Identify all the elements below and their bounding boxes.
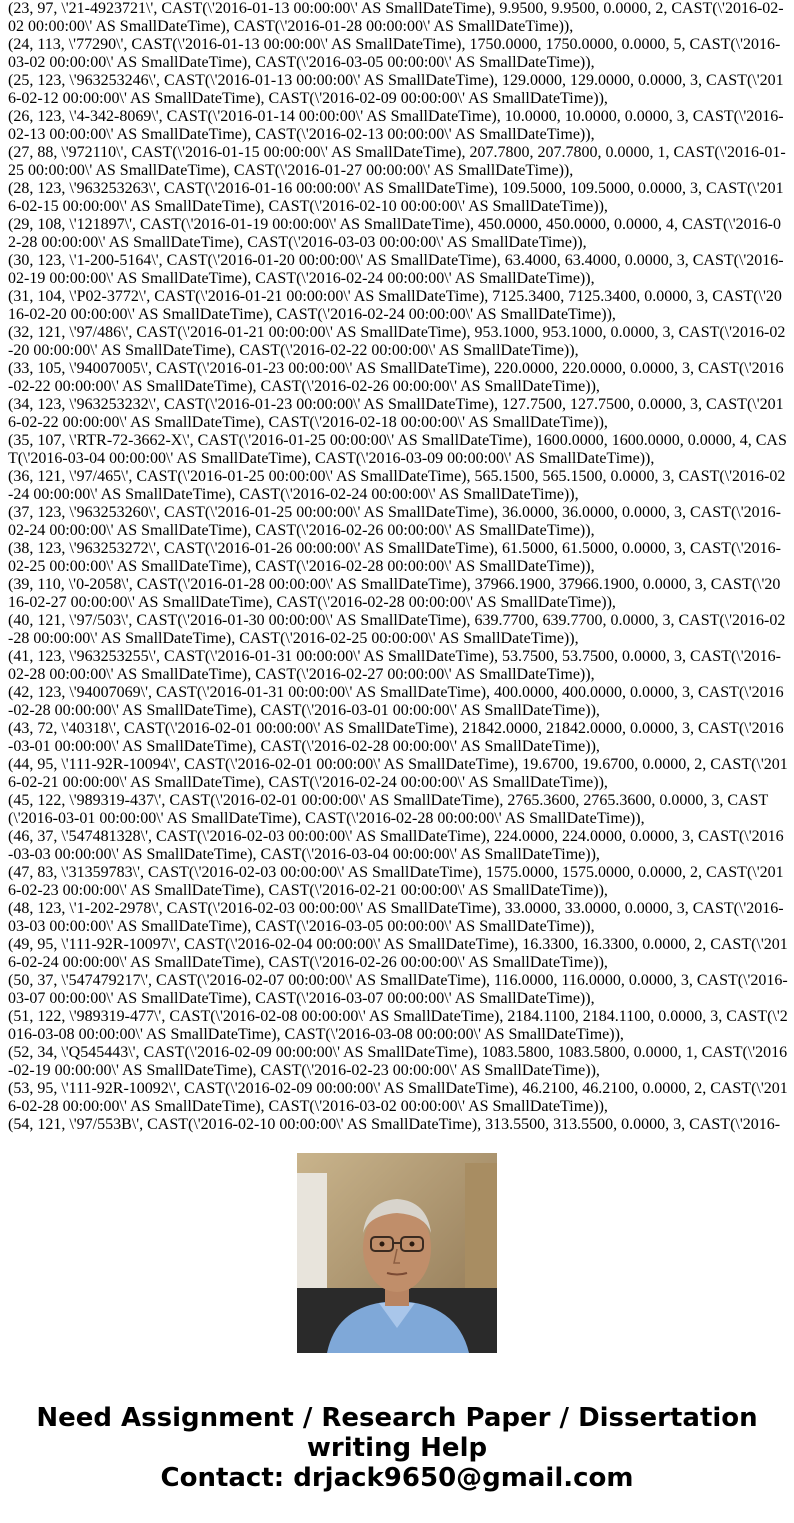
sql-row: (47, 83, \'31359783\', CAST(\'2016-02-03 00:00:00\' AS SmallDateTime), 1575.0000, 1575.0000, 0.0000, 2, CAST(\'2016-02-23 00:00:00\' AS SmallDateTime), CAST(\'2016-02-21 00:00:00\' AS SmallDateTime)), [8,864,784,899]
sql-row: (52, 34, \'Q545443\', CAST(\'2016-02-09 00:00:00\' AS SmallDateTime), 1083.5800, 1083.5800, 0.0000, 1, CAST(\'2016-02-19 00:00:00\' AS SmallDateTime), CAST(\'2016-02-23 00:00:00\' AS SmallDateTime)), [8,1044,788,1079]
footer-line-2: writing Help [306,1433,488,1463]
sql-insert-rows [8,0,788,1133]
sql-row: (54, 121, \'97/553B\', CAST(\'2016-02-10 00:00:00\' AS SmallDateTime), 313.5500, 313.5500, 0.0000, 3, CAST(\'2016- [8,1116,781,1133]
sql-row: (30, 123, \'1-200-5164\', CAST(\'2016-01-20 00:00:00\' AS SmallDateTime), 63.4000, 63.4000, 0.0000, 3, CAST(\'2016-02-19 00:00:00\' AS SmallDateTime), CAST(\'2016-02-24 00:00:00\' AS SmallDateTime)), [8,252,784,287]
sql-row: (25, 123, \'963253246\', CAST(\'2016-01-13 00:00:00\' AS SmallDateTime), 129.0000, 129.0000, 0.0000, 3, CAST(\'2016-02-12 00:00:00\' AS SmallDateTime), CAST(\'2016-02-09 00:00:00\' AS SmallDateTime)), [8,72,784,107]
footer-line-1: Need Assignment / Research Paper / Dissertation [36,1403,758,1433]
sql-row: (40, 121, \'97/503\', CAST(\'2016-01-30 00:00:00\' AS SmallDateTime), 639.7700, 639.7700, 0.0000, 3, CAST(\'2016-02-28 00:00:00\' AS SmallDateTime), CAST(\'2016-02-25 00:00:00\' AS SmallDateTime)), [8,612,786,647]
sql-row: (45, 122, \'989319-437\', CAST(\'2016-02-01 00:00:00\' AS SmallDateTime), 2765.3600, 2765.3600, 0.0000, 3, CAST(\'2016-03-01 00:00:00\' AS SmallDateTime), CAST(\'2016-02-28 00:00:00\' AS SmallDateTime)), [8,792,769,827]
sql-row: (42, 123, \'94007069\', CAST(\'2016-01-31 00:00:00\' AS SmallDateTime), 400.0000, 400.0000, 0.0000, 3, CAST(\'2016-02-28 00:00:00\' AS SmallDateTime), CAST(\'2016-03-01 00:00:00\' AS SmallDateTime)), [8,684,784,719]
footer-line-3: Contact: drjack9650@gmail.com [160,1463,634,1493]
sql-row: (41, 123, \'963253255\', CAST(\'2016-01-31 00:00:00\' AS SmallDateTime), 53.7500, 53.7500, 0.0000, 3, CAST(\'2016-02-28 00:00:00\' AS SmallDateTime), CAST(\'2016-02-27 00:00:00\' AS SmallDateTime)), [8,648,781,683]
sql-row: (34, 123, \'963253232\', CAST(\'2016-01-23 00:00:00\' AS SmallDateTime), 127.7500, 127.7500, 0.0000, 3, CAST(\'2016-02-22 00:00:00\' AS SmallDateTime), CAST(\'2016-02-18 00:00:00\' AS SmallDateTime)), [8,396,784,431]
sql-row: (46, 37, \'547481328\', CAST(\'2016-02-03 00:00:00\' AS SmallDateTime), 224.0000, 224.0000, 0.0000, 3, CAST(\'2016-03-03 00:00:00\' AS SmallDateTime), CAST(\'2016-03-04 00:00:00\' AS SmallDateTime)), [8,828,784,863]
sql-row: (31, 104, \'P02-3772\', CAST(\'2016-01-21 00:00:00\' AS SmallDateTime), 7125.3400, 7125.3400, 0.0000, 3, CAST(\'2016-02-20 00:00:00\' AS SmallDateTime), CAST(\'2016-02-24 00:00:00\' AS SmallDateTime)), [8,288,782,323]
sql-row: (23, 97, \'21-4923721\', CAST(\'2016-01-13 00:00:00\' AS SmallDateTime), 9.9500, 9.9500, 0.0000, 2, CAST(\'2016-02-02 00:00:00\' AS SmallDateTime), CAST(\'2016-01-28 00:00:00\' AS SmallDateTime)), [8,0,784,35]
footer-contact [0,1403,794,1493]
sql-row: (36, 121, \'97/465\', CAST(\'2016-01-25 00:00:00\' AS SmallDateTime), 565.1500, 565.1500, 0.0000, 3, CAST(\'2016-02-24 00:00:00\' AS SmallDateTime), CAST(\'2016-02-24 00:00:00\' AS SmallDateTime)), [8,468,786,503]
sql-row: (39, 110, \'0-2058\', CAST(\'2016-01-28 00:00:00\' AS SmallDateTime), 37966.1900, 37966.1900, 0.0000, 3, CAST(\'2016-02-27 00:00:00\' AS SmallDateTime), CAST(\'2016-02-28 00:00:00\' AS SmallDateTime)), [8,576,781,611]
person-photo-icon [297,1153,497,1353]
sql-row: (44, 95, \'111-92R-10094\', CAST(\'2016-02-01 00:00:00\' AS SmallDateTime), 19.6700, 19.6700, 0.0000, 2, CAST(\'2016-02-21 00:00:00\' AS SmallDateTime), CAST(\'2016-02-24 00:00:00\' AS SmallDateTime)), [8,756,788,791]
sql-row: (37, 123, \'963253260\', CAST(\'2016-01-25 00:00:00\' AS SmallDateTime), 36.0000, 36.0000, 0.0000, 3, CAST(\'2016-02-24 00:00:00\' AS SmallDateTime), CAST(\'2016-02-26 00:00:00\' AS SmallDateTime)), [8,504,781,539]
sql-row: (24, 113, \'77290\', CAST(\'2016-01-13 00:00:00\' AS SmallDateTime), 1750.0000, 1750.0000, 0.0000, 5, CAST(\'2016-03-02 00:00:00\' AS SmallDateTime), CAST(\'2016-03-05 00:00:00\' AS SmallDateTime)), [8,36,781,71]
sql-row: (27, 88, \'972110\', CAST(\'2016-01-15 00:00:00\' AS SmallDateTime), 207.7800, 207.7800, 0.0000, 1, CAST(\'2016-01-25 00:00:00\' AS SmallDateTime), CAST(\'2016-01-27 00:00:00\' AS SmallDateTime)), [8,144,786,179]
sql-row: (38, 123, \'963253272\', CAST(\'2016-01-26 00:00:00\' AS SmallDateTime), 61.5000, 61.5000, 0.0000, 3, CAST(\'2016-02-25 00:00:00\' AS SmallDateTime), CAST(\'2016-02-28 00:00:00\' AS SmallDateTime)), [8,540,781,575]
avatar [297,1153,497,1353]
sql-row: (33, 105, \'94007005\', CAST(\'2016-01-23 00:00:00\' AS SmallDateTime), 220.0000, 220.0000, 0.0000, 3, CAST(\'2016-02-22 00:00:00\' AS SmallDateTime), CAST(\'2016-02-26 00:00:00\' AS SmallDateTime)), [8,360,784,395]
sql-row: (53, 95, \'111-92R-10092\', CAST(\'2016-02-09 00:00:00\' AS SmallDateTime), 46.2100, 46.2100, 0.0000, 2, CAST(\'2016-02-28 00:00:00\' AS SmallDateTime), CAST(\'2016-03-02 00:00:00\' AS SmallDateTime)), [8,1080,788,1115]
sql-row: (32, 121, \'97/486\', CAST(\'2016-01-21 00:00:00\' AS SmallDateTime), 953.1000, 953.1000, 0.0000, 3, CAST(\'2016-02-20 00:00:00\' AS SmallDateTime), CAST(\'2016-02-22 00:00:00\' AS SmallDateTime)), [8,324,786,359]
sql-row: (43, 72, \'40318\', CAST(\'2016-02-01 00:00:00\' AS SmallDateTime), 21842.0000, 21842.0000, 0.0000, 3, CAST(\'2016-03-01 00:00:00\' AS SmallDateTime), CAST(\'2016-02-28 00:00:00\' AS SmallDateTime)), [8,720,784,755]
sql-row: (35, 107, \'RTR-72-3662-X\', CAST(\'2016-01-25 00:00:00\' AS SmallDateTime), 1600.0000, 1600.0000, 0.0000, 4, CAST(\'2016-03-04 00:00:00\' AS SmallDateTime), CAST(\'2016-03-09 00:00:00\' AS SmallDateTime)), [8,432,787,467]
sql-row: (26, 123, \'4-342-8069\', CAST(\'2016-01-14 00:00:00\' AS SmallDateTime), 10.0000, 10.0000, 0.0000, 3, CAST(\'2016-02-13 00:00:00\' AS SmallDateTime), CAST(\'2016-02-13 00:00:00\' AS SmallDateTime)), [8,108,784,143]
sql-row: (29, 108, \'121897\', CAST(\'2016-01-19 00:00:00\' AS SmallDateTime), 450.0000, 450.0000, 0.0000, 4, CAST(\'2016-02-28 00:00:00\' AS SmallDateTime), CAST(\'2016-03-03 00:00:00\' AS SmallDateTime)), [8,216,781,251]
sql-row: (48, 123, \'1-202-2978\', CAST(\'2016-02-03 00:00:00\' AS SmallDateTime), 33.0000, 33.0000, 0.0000, 3, CAST(\'2016-03-03 00:00:00\' AS SmallDateTime), CAST(\'2016-03-05 00:00:00\' AS SmallDateTime)), [8,900,784,935]
sql-row: (49, 95, \'111-92R-10097\', CAST(\'2016-02-04 00:00:00\' AS SmallDateTime), 16.3300, 16.3300, 0.0000, 2, CAST(\'2016-02-24 00:00:00\' AS SmallDateTime), CAST(\'2016-02-26 00:00:00\' AS SmallDateTime)), [8,936,788,971]
sql-row: (51, 122, \'989319-477\', CAST(\'2016-02-08 00:00:00\' AS SmallDateTime), 2184.1100, 2184.1100, 0.0000, 3, CAST(\'2016-03-08 00:00:00\' AS SmallDateTime), CAST(\'2016-03-08 00:00:00\' AS SmallDateTime)), [8,1008,788,1043]
sql-row: (50, 37, \'547479217\', CAST(\'2016-02-07 00:00:00\' AS SmallDateTime), 116.0000, 116.0000, 0.0000, 3, CAST(\'2016-03-07 00:00:00\' AS SmallDateTime), CAST(\'2016-03-07 00:00:00\' AS SmallDateTime)), [8,972,788,1007]
sql-row: (28, 123, \'963253263\', CAST(\'2016-01-16 00:00:00\' AS SmallDateTime), 109.5000, 109.5000, 0.0000, 3, CAST(\'2016-02-15 00:00:00\' AS SmallDateTime), CAST(\'2016-02-10 00:00:00\' AS SmallDateTime)), [8,180,784,215]
